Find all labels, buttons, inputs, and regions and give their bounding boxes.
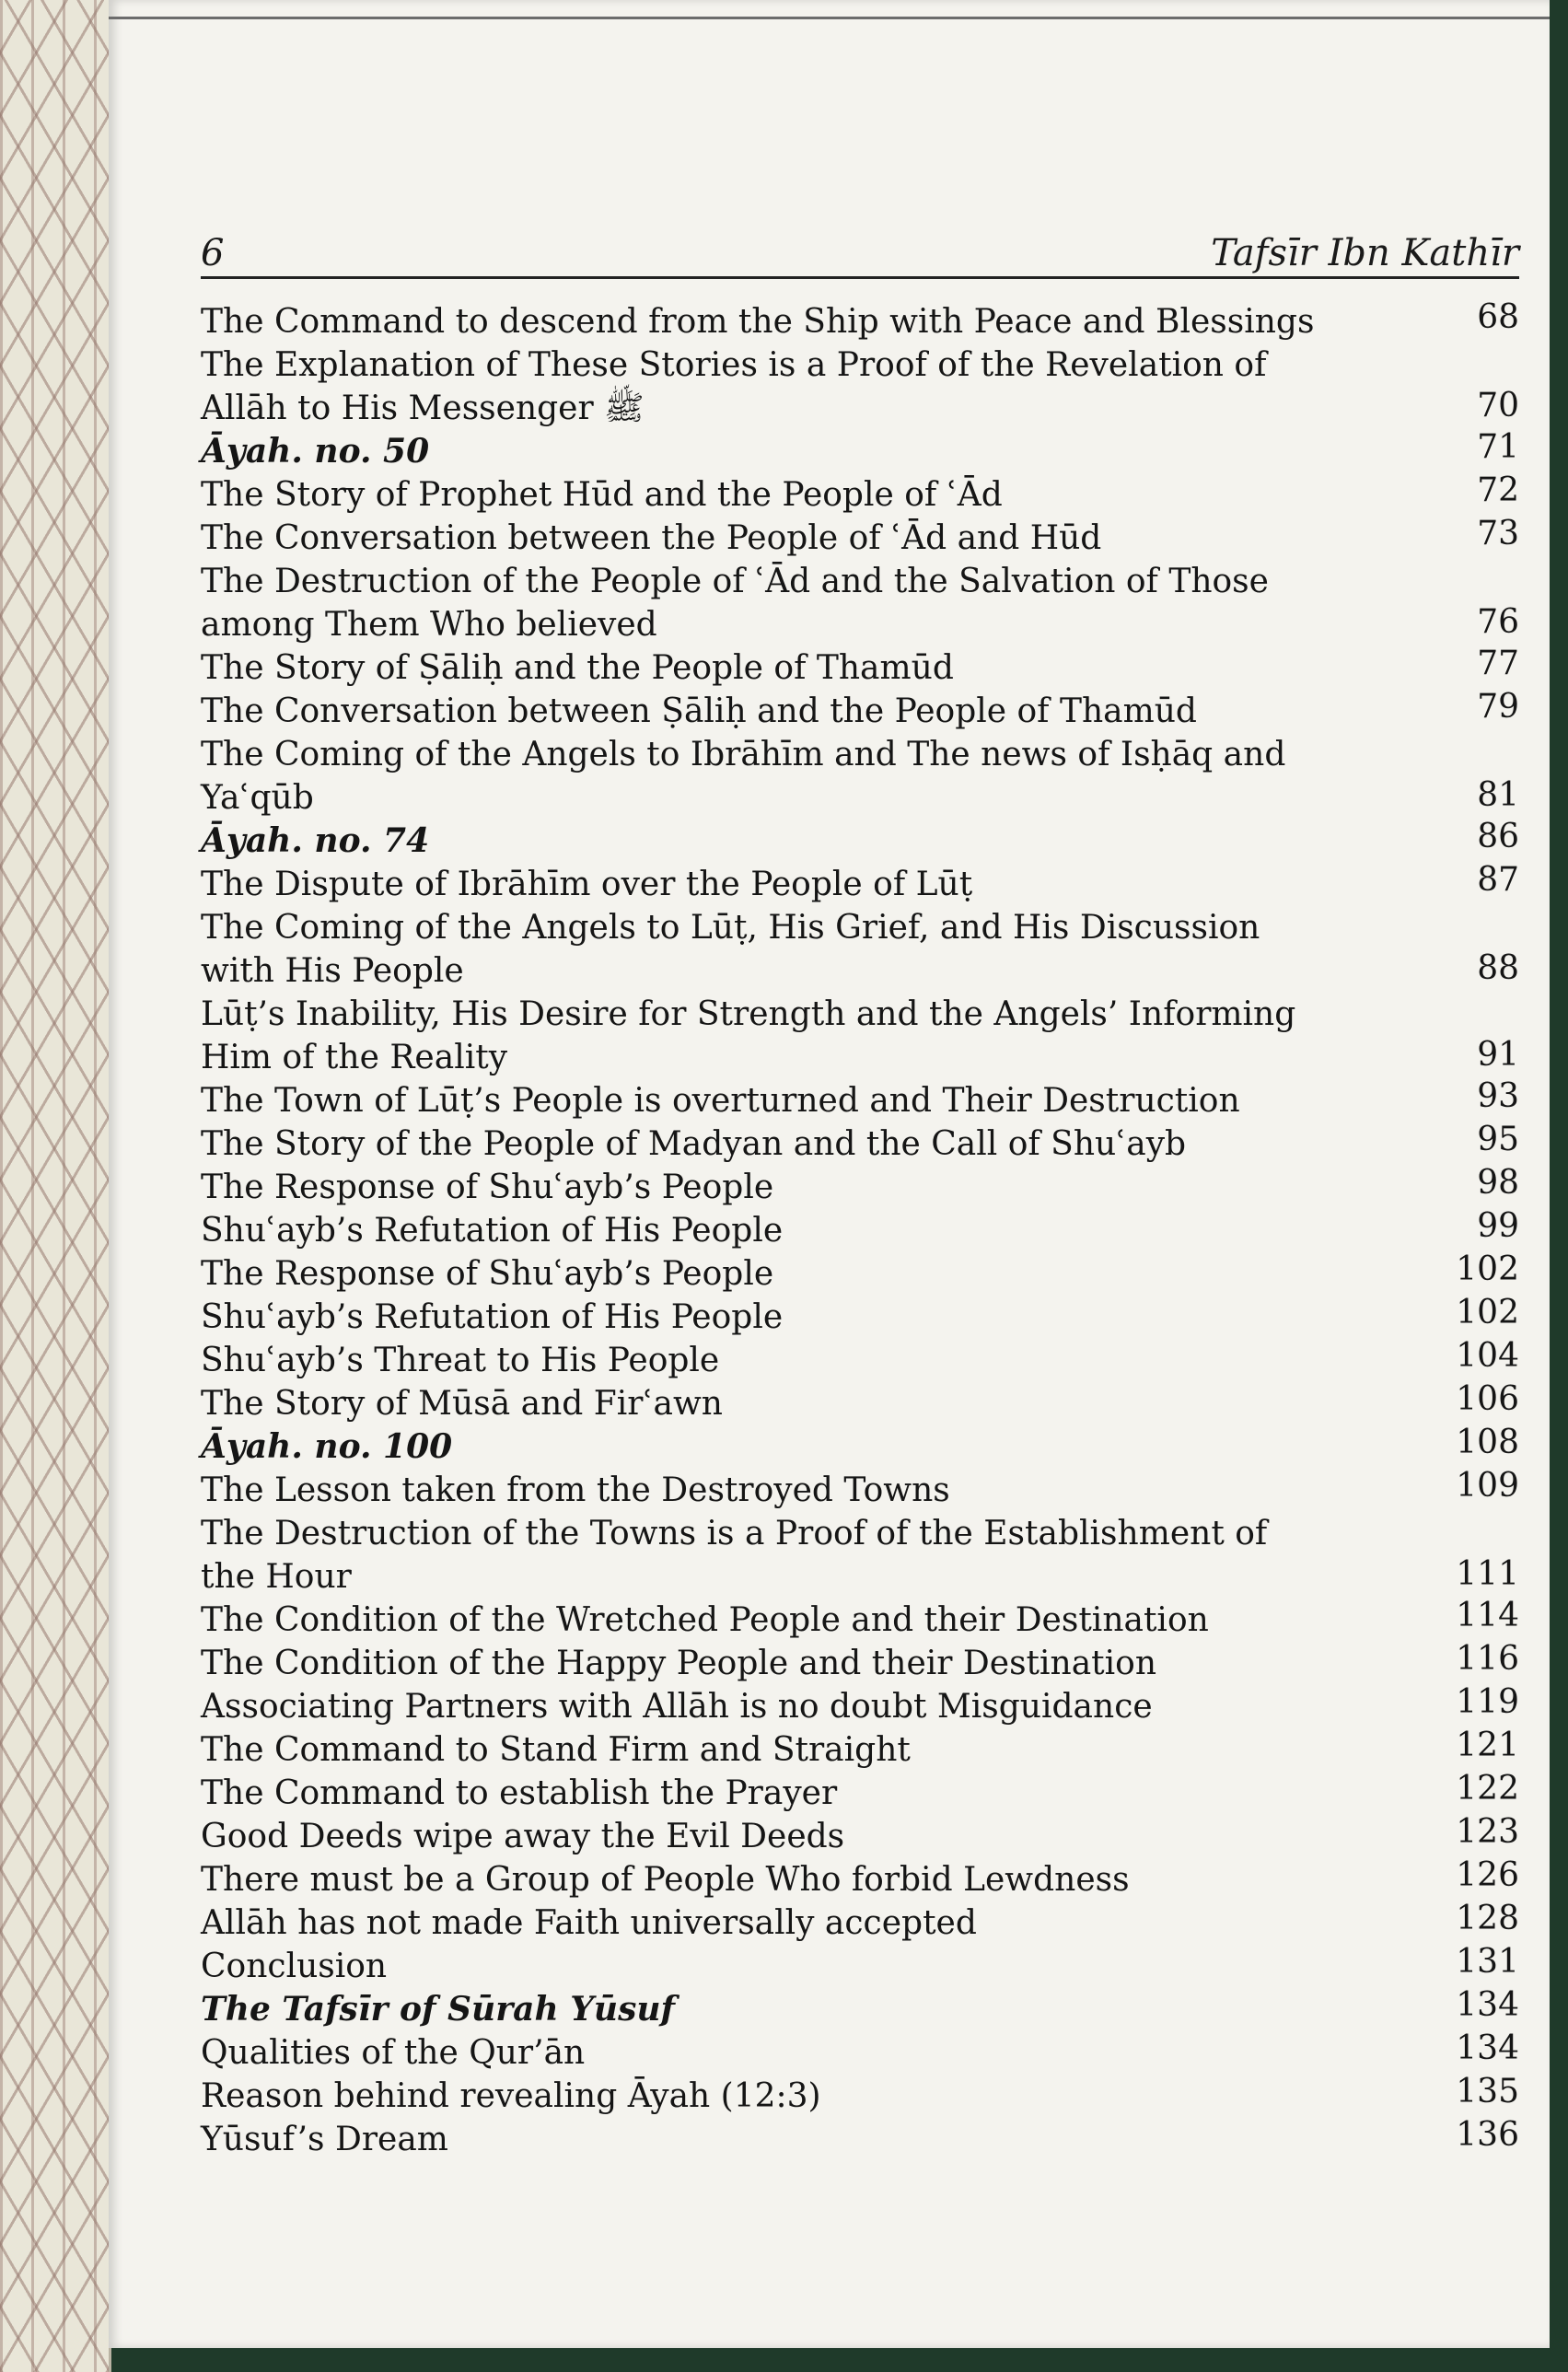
toc-entry-title: The Coming of the Angels to Ibrāhīm and The news of Isḥāq and Yaʿqūb (201, 736, 1286, 817)
toc-entry (201, 1335, 1519, 1378)
toc-entry (201, 2114, 1519, 2157)
toc-entry-title: The Story of Ṣāliḥ and the People of Thamūd (201, 649, 954, 687)
toc-entry-page-number: 116 (1456, 1640, 1519, 1678)
toc-entry-page-number: 119 (1456, 1683, 1519, 1721)
toc-entry-title: The Story of Prophet Hūd and the People of ʿĀd (201, 476, 1003, 514)
toc-entry (201, 1249, 1519, 1292)
toc-entry-title: The Town of Lūṭ’s People is overturned and Their Destruction (201, 1082, 1240, 1120)
toc-entry-title: Āyah. no. 74 (201, 821, 430, 860)
toc-entry-title: The Condition of the Happy People and their Destination (201, 1645, 1157, 1682)
toc-entry (201, 1378, 1519, 1422)
toc-entry-page-number: 71 (1477, 428, 1519, 466)
toc-entry-page-number: 68 (1477, 298, 1519, 336)
toc-entry-title: There must be a Group of People Who forbid Lewdness (201, 1861, 1130, 1899)
toc-entry-page-number: 93 (1477, 1077, 1519, 1115)
toc-entry-page-number: 131 (1456, 1943, 1519, 1981)
toc-entry (201, 989, 1519, 1076)
toc-entry-page-number: 136 (1456, 2116, 1519, 2154)
toc-entry-page-number: 134 (1456, 2029, 1519, 2067)
toc-entry-page-number: 111 (1456, 1555, 1519, 1593)
toc-entry-page-number: 123 (1456, 1813, 1519, 1851)
toc-entry (201, 859, 1519, 902)
toc-entry-page-number: 95 (1477, 1121, 1519, 1158)
toc-entry (201, 1292, 1519, 1335)
toc-entry (201, 426, 1519, 470)
toc-entry (201, 1898, 1519, 1941)
toc-entry (201, 816, 1519, 859)
toc-entry (201, 1162, 1519, 1205)
toc-entry (201, 1595, 1519, 1638)
toc-entry (201, 1768, 1519, 1811)
toc-entry-page-number: 91 (1477, 1036, 1519, 1074)
toc-entry-page-number: 135 (1456, 2073, 1519, 2110)
page-top-edge (109, 17, 1550, 19)
toc-entry (201, 1984, 1519, 2028)
toc-entry (201, 1205, 1519, 1249)
toc-entry-title: The Explanation of These Stories is a Proof of the Revelation of Allāh to His Messenger ﷺ (201, 346, 1267, 427)
running-header (201, 228, 1519, 279)
binding-spine-pattern (0, 0, 111, 2372)
toc-entry (201, 1681, 1519, 1725)
book-title: Tafsīr Ibn Kathīr (1211, 232, 1519, 274)
toc-entry (201, 556, 1519, 643)
toc-entry-title: The Tafsīr of Sūrah Yūsuf (201, 1990, 676, 2029)
toc-entry-page-number: 126 (1456, 1856, 1519, 1894)
toc-entry-title: The Lesson taken from the Destroyed Towns (201, 1471, 950, 1509)
toc-entry-title: The Conversation between Ṣāliḥ and the People of Thamūd (201, 692, 1197, 730)
toc-entry (201, 1508, 1519, 1595)
toc-entry-page-number: 77 (1477, 645, 1519, 682)
toc-entry-title: The Coming of the Angels to Lūṭ, His Grief, and His Discussion with His People (201, 909, 1260, 990)
toc-entry-page-number: 102 (1456, 1250, 1519, 1288)
table-of-contents (201, 296, 1519, 2157)
toc-entry (201, 1422, 1519, 1465)
toc-entry (201, 2071, 1519, 2114)
toc-entry-page-number: 128 (1456, 1900, 1519, 1937)
toc-entry (201, 470, 1519, 513)
toc-entry (201, 1638, 1519, 1681)
toc-entry-title: Conclusion (201, 1948, 388, 1985)
toc-entry-title: Qualities of the Qur’ān (201, 2034, 586, 2072)
toc-entry-page-number: 114 (1456, 1597, 1519, 1634)
toc-entry-page-number: 98 (1477, 1164, 1519, 1202)
toc-entry (201, 686, 1519, 729)
toc-entry-title: Good Deeds wipe away the Evil Deeds (201, 1818, 845, 1855)
toc-entry-page-number: 79 (1477, 688, 1519, 726)
toc-entry-page-number: 109 (1456, 1467, 1519, 1505)
toc-entry-title: Shuʿayb’s Threat to His People (201, 1342, 720, 1379)
toc-entry-title: Lūṭ’s Inability, His Desire for Strength and the Angels’ Informing Him of the Reality (201, 995, 1296, 1076)
toc-entry-page-number: 106 (1456, 1380, 1519, 1418)
toc-entry-title: The Conversation between the People of ʿĀd and Hūd (201, 519, 1102, 557)
toc-entry (201, 1076, 1519, 1119)
toc-entry (201, 729, 1519, 816)
toc-entry-title: The Response of Shuʿayb’s People (201, 1255, 774, 1293)
toc-entry (201, 1465, 1519, 1508)
toc-entry-page-number: 99 (1477, 1207, 1519, 1245)
toc-entry-page-number: 81 (1477, 776, 1519, 814)
toc-entry-title: The Story of the People of Madyan and the Call of Shuʿayb (201, 1125, 1187, 1163)
toc-entry-title: The Destruction of the Towns is a Proof of the Establishment of the Hour (201, 1515, 1268, 1596)
toc-entry (201, 643, 1519, 686)
toc-entry-title: Allāh has not made Faith universally accepted (201, 1904, 977, 1942)
toc-entry-page-number: 72 (1477, 471, 1519, 509)
toc-entry (201, 1855, 1519, 1898)
toc-entry-page-number: 87 (1477, 861, 1519, 899)
toc-entry-title: Reason behind revealing Āyah (12:3) (201, 2077, 821, 2115)
toc-entry-page-number: 76 (1477, 603, 1519, 641)
toc-entry (201, 902, 1519, 989)
toc-entry-title: The Condition of the Wretched People and their Destination (201, 1601, 1209, 1639)
toc-entry-title: Āyah. no. 100 (201, 1427, 453, 1466)
toc-entry-page-number: 73 (1477, 515, 1519, 552)
toc-entry-title: Shuʿayb’s Refutation of His People (201, 1298, 784, 1336)
toc-entry-page-number: 134 (1456, 1986, 1519, 2024)
toc-entry (201, 2028, 1519, 2071)
toc-entry-title: The Command to Stand Firm and Straight (201, 1731, 911, 1769)
toc-entry-page-number: 122 (1456, 1770, 1519, 1808)
toc-entry-title: Shuʿayb’s Refutation of His People (201, 1212, 784, 1250)
toc-entry (201, 340, 1519, 426)
toc-entry-page-number: 102 (1456, 1294, 1519, 1331)
toc-entry-page-number: 104 (1456, 1337, 1519, 1375)
toc-entry-title: The Destruction of the People of ʿĀd and the Salvation of Those among Them Who believed (201, 563, 1269, 644)
toc-entry (201, 513, 1519, 556)
toc-entry-page-number: 86 (1477, 818, 1519, 855)
toc-entry-page-number: 70 (1477, 387, 1519, 424)
toc-entry (201, 1941, 1519, 1984)
toc-entry (201, 1725, 1519, 1768)
toc-entry-page-number: 108 (1456, 1424, 1519, 1461)
toc-entry-title: The Story of Mūsā and Firʿawn (201, 1385, 723, 1423)
page-number: 6 (201, 232, 225, 274)
toc-entry-title: The Command to establish the Prayer (201, 1774, 838, 1812)
toc-entry-title: Associating Partners with Allāh is no doubt Misguidance (201, 1688, 1153, 1726)
toc-entry-title: The Dispute of Ibrāhīm over the People of Lūṭ (201, 866, 973, 903)
toc-entry (201, 296, 1519, 340)
toc-entry-title: The Response of Shuʿayb’s People (201, 1169, 774, 1206)
toc-entry (201, 1119, 1519, 1162)
toc-entry-title: Yūsuf’s Dream (201, 2121, 448, 2158)
toc-entry-page-number: 88 (1477, 949, 1519, 987)
toc-entry-title: Āyah. no. 50 (201, 432, 430, 471)
toc-entry-page-number: 121 (1456, 1727, 1519, 1764)
toc-entry-title: The Command to descend from the Ship with Peace and Blessings (201, 303, 1315, 341)
toc-entry (201, 1811, 1519, 1855)
